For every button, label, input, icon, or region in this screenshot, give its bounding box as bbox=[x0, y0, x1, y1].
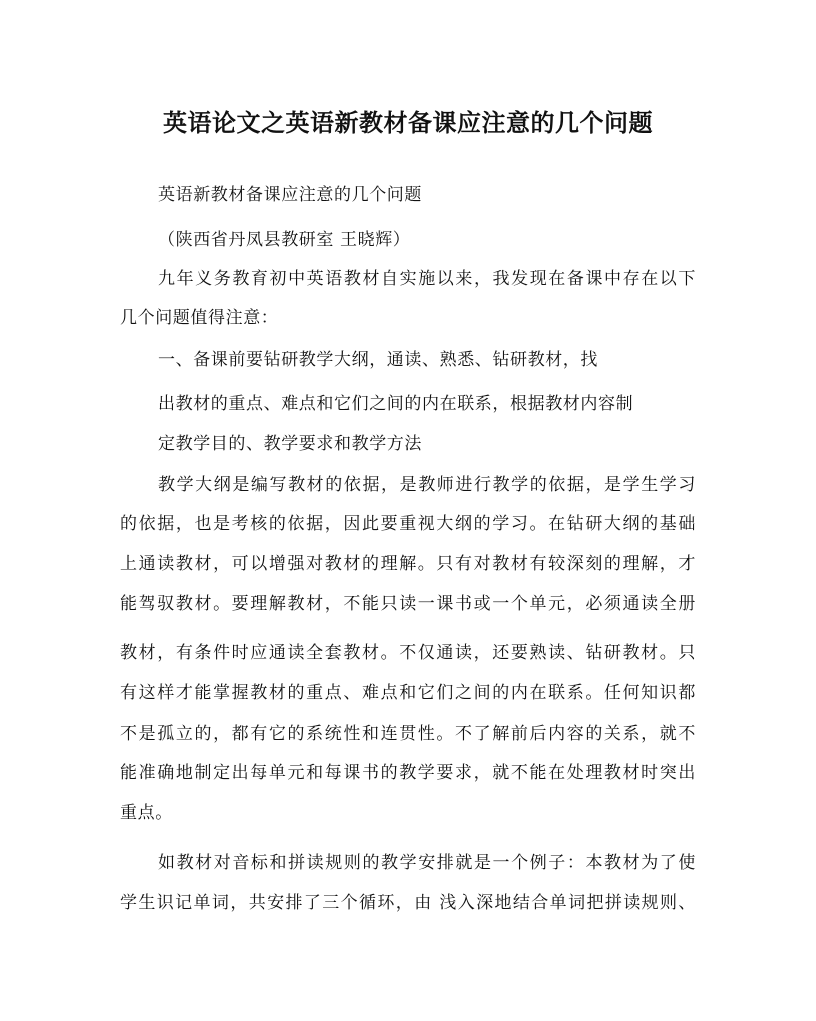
paragraph-line: 重点。 bbox=[120, 803, 173, 823]
subtitle-line: 英语新教材备课应注意的几个问题 bbox=[158, 185, 422, 205]
section-heading-line: 出教材的重点、难点和它们之间的内在联系，根据教材内容制 bbox=[158, 394, 634, 414]
author-line: （陕西省丹凤县教研室 王晓辉） bbox=[158, 230, 411, 250]
paragraph-line: 学生识记单词，共安排了三个循环，由 浅入深地结合单词把拼读规则、 bbox=[120, 893, 696, 913]
section-heading-line: 一、备课前要钻研教学大纲，通读、熟悉、钻研教材，找 bbox=[158, 350, 598, 370]
paragraph-line: 能驾驭教材。要理解教材，不能只读一课书或一个单元，必须通读全册 bbox=[120, 594, 696, 614]
paragraph-line: 上通读教材，可以增强对教材的理解。只有对教材有较深刻的理解，才 bbox=[120, 554, 696, 574]
paragraph-line: 有这样才能掌握教材的重点、难点和它们之间的内在联系。任何知识都 bbox=[120, 683, 696, 703]
paragraph-line: 教学大纲是编写教材的依据，是教师进行教学的依据，是学生学习 bbox=[158, 475, 696, 495]
paragraph-line: 如教材对音标和拼读规则的教学安排就是一个例子：本教材为了使 bbox=[158, 853, 696, 873]
intro-line: 九年义务教育初中英语教材自实施以来，我发现在备课中存在以下 bbox=[158, 269, 696, 289]
paragraph-line: 能准确地制定出每单元和每课书的教学要求，就不能在处理教材时突出 bbox=[120, 763, 696, 783]
paragraph-line: 不是孤立的，都有它的系统性和连贯性。不了解前后内容的关系，就不 bbox=[120, 724, 696, 744]
section-heading-line: 定教学目的、教学要求和教学方法 bbox=[158, 434, 422, 454]
paragraph-line: 教材，有条件时应通读全套教材。不仅通读，还要熟读、钻研教材。只 bbox=[120, 643, 696, 663]
paragraph-line: 的依据，也是考核的依据，因此要重视大纲的学习。在钻研大纲的基础 bbox=[120, 514, 696, 534]
intro-line: 几个问题值得注意： bbox=[120, 308, 279, 328]
document-title: 英语论文之英语新教材备课应注意的几个问题 bbox=[163, 108, 653, 137]
